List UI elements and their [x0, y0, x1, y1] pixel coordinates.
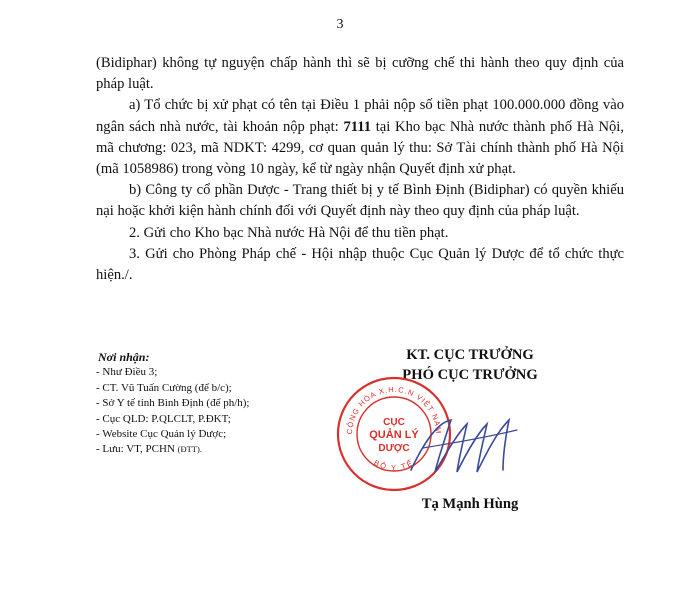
- seal-ring-text: CỘNG HÒA X.H.C.N VIỆT NAM: [344, 384, 444, 435]
- seal-center-line3: DƯỢC: [378, 443, 410, 454]
- seal-center-line1: CỤC: [383, 417, 405, 428]
- paragraph-b: b) Công ty cổ phần Dược - Trang thiết bị y tế Bình Định (Bidiphar) có quyền khiếu nại hoặc khởi kiện hành chính đối với Quyết định này theo quy định của pháp luật.: [96, 182, 624, 220]
- paragraph-a-part1: a) Tổ chức bị xử phạt có tên tại Điều 1 phải nộp số tiền phạt 100.000.000 đồng vào ngân sách nhà nước, tài khoản nộp phạt:: [96, 97, 624, 135]
- recipient-item: - Cục QLD: P.QLCLT, P.ĐKT;: [96, 412, 231, 425]
- recipients-block: [96, 350, 336, 458]
- recipient-item-last: [96, 442, 336, 457]
- paragraph-a-part2: tại Kho bạc Nhà nước thành phố Hà Nội, mã chương: 023, mã NDKT: 4299, cơ quan quản lý thu: Sở Tài chính thành phố Hà Nội (mã 1058986) trong vòng 10 ngày, kể từ ngày nhận Quyết định xử phạt.: [96, 118, 624, 178]
- recipient-item: - Sở Y tế tỉnh Bình Định (để ph/h);: [96, 397, 250, 410]
- document-body: [96, 53, 624, 286]
- recipient-item: - Như Điều 3;: [96, 366, 158, 379]
- seal-bottom-text: BỘ Y TẾ: [372, 457, 416, 473]
- signature-title-line2: PHÓ CỤC TRƯỞNG: [402, 367, 538, 383]
- signature-stroke-1: [411, 420, 509, 472]
- paragraph-1: (Bidiphar) không tự nguyện chấp hành thì sẽ bị cưỡng chế thi hành theo quy định của pháp luật.: [96, 55, 624, 93]
- signer-name: Tạ Mạnh Hùng: [421, 496, 519, 512]
- recipients-heading: Nơi nhận:: [98, 350, 150, 364]
- recipient-item: - CT. Vũ Tuấn Cường (để b/c);: [96, 381, 232, 394]
- paragraph-3: 3. Gửi cho Phòng Pháp chế - Hội nhập thuộc Cục Quản lý Dược để tổ chức thực hiện./.: [96, 245, 624, 284]
- page-number: 3: [336, 17, 344, 32]
- signature-title-line1: KT. CỤC TRƯỞNG: [406, 347, 534, 363]
- seal-center-line2: QUẢN LÝ: [369, 429, 419, 441]
- recipient-item: - Website Cục Quản lý Dược;: [96, 428, 227, 441]
- account-number: 7111: [343, 118, 372, 135]
- paragraph-2: 2. Gửi cho Kho bạc Nhà nước Hà Nội để thu tiền phạt.: [129, 224, 449, 241]
- paragraph-a: [96, 95, 624, 180]
- recipient-item-text: - Lưu: VT, PCHN: [96, 443, 178, 456]
- recipient-item-suffix: (ĐTT).: [177, 444, 202, 455]
- handwritten-signature-icon: [405, 400, 525, 490]
- signature-stroke-2: [423, 430, 517, 448]
